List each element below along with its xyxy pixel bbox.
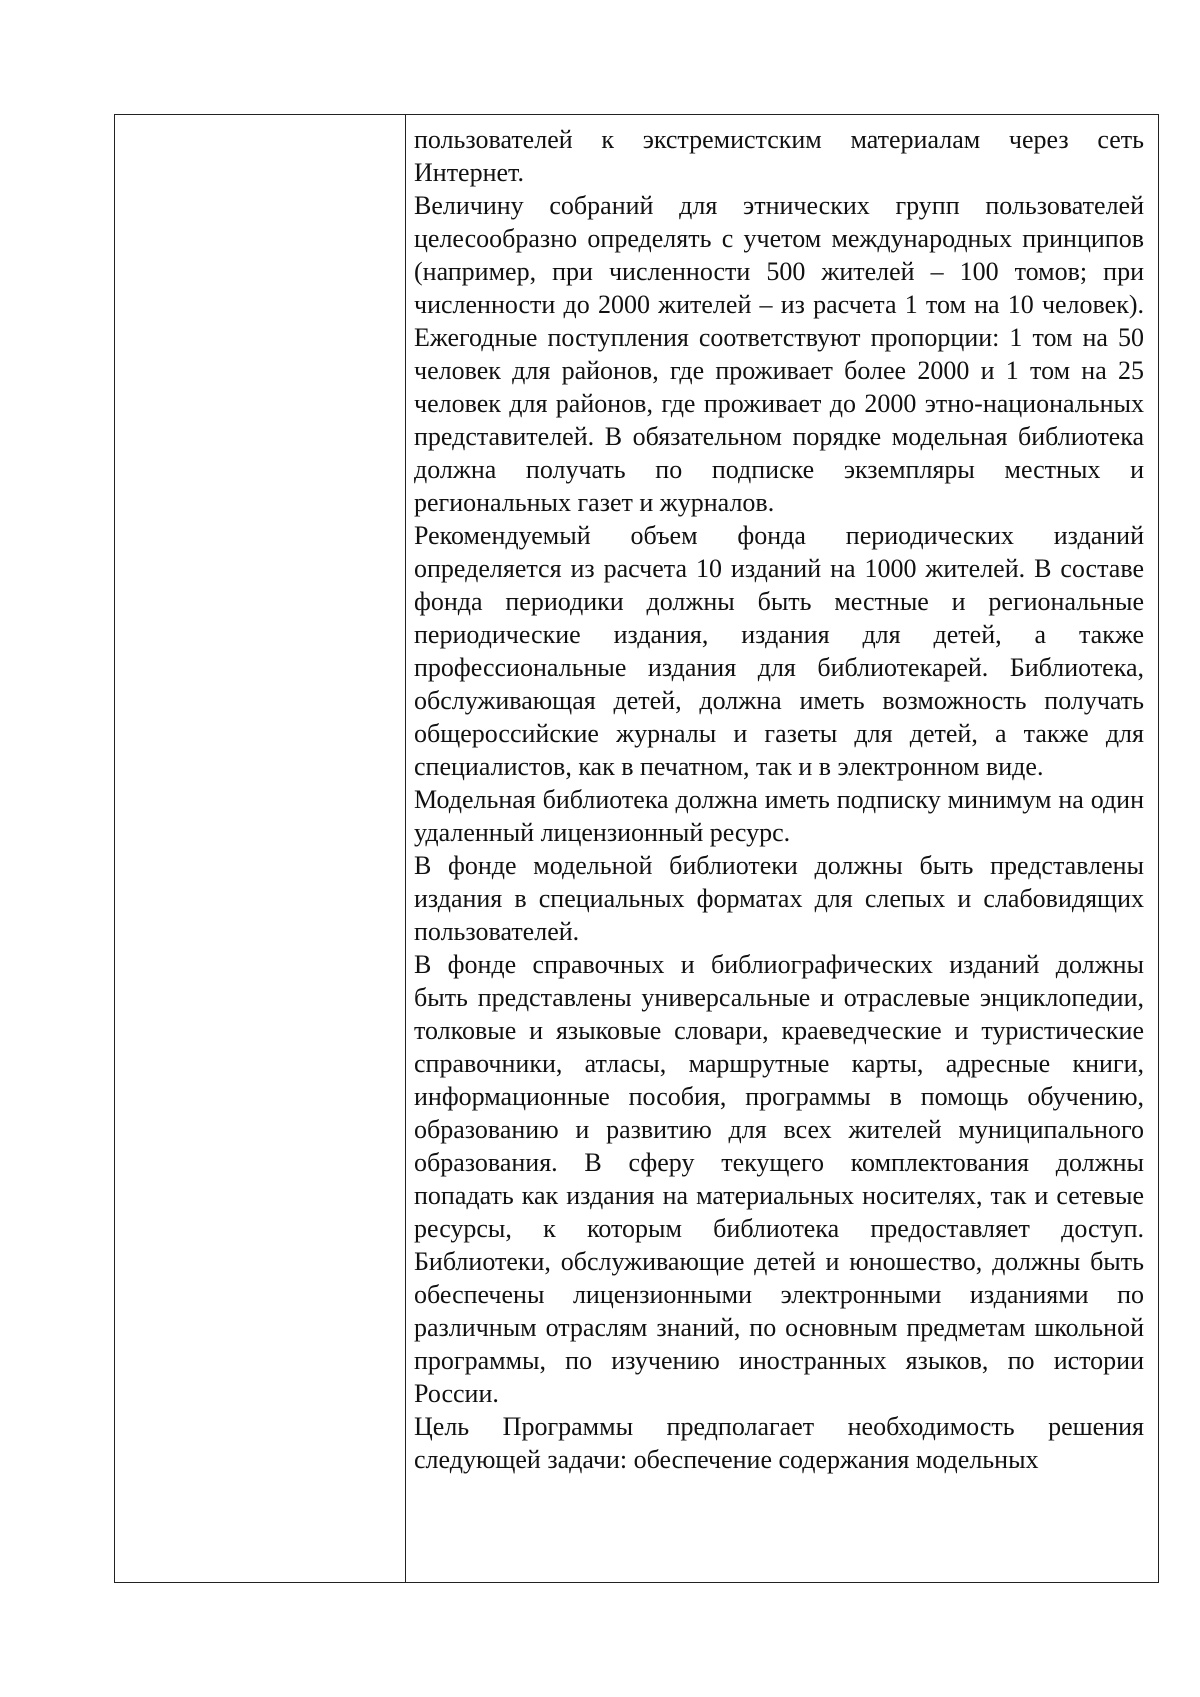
paragraph: Модельная библиотека должна иметь подписку минимум на один удаленный лицензионный ресурс. [414, 785, 1144, 847]
paragraph: В фонде справочных и библиографических изданий должны быть представлены универсальные и отраслевые энциклопедии, толковые и языковые словари, краеведческие и туристические справочники, атласы, маршрутные карты, адресные книги, информационные пособия, программы в помощь обучению, образованию и развитию для всех жителей муниципального образования. В сферу текущего комплектования должны попадать как издания на материальных носителях, так и сетевые ресурсы, к которым библиотека предоставляет доступ. Библиотеки, обслуживающие детей и юношество, должны быть обеспечены лицензионными электронными изданиями по различным отраслям знаний, по основным предметам школьной программы, по изучению иностранных языков, по истории России. [414, 950, 1144, 1408]
cell-body-text [406, 115, 1158, 1476]
paragraph: Величину собраний для этнических групп пользователей целесообразно определять с учетом международных принципов (например, при численности 500 жителей – 100 томов; при численности до 2000 жителей – из расчета 1 том на 10 человек). Ежегодные поступления соответствуют пропорции: 1 том на 50 человек для районов, где проживает более 2000 и 1 том на 25 человек для районов, где проживает до 2000 этно-национальных представителей. В обязательном порядке модельная библиотека должна получать по подписке экземпляры местных и региональных газет и журналов. [414, 191, 1144, 517]
content-table [114, 114, 1159, 1583]
paragraph: В фонде модельной библиотеки должны быть представлены издания в специальных форматах для слепых и слабовидящих пользователей. [414, 851, 1144, 946]
table-cell-left [115, 115, 406, 1583]
paragraph: пользователей к экстремистским материалам через сеть Интернет. [414, 125, 1144, 187]
paragraph: Цель Программы предполагает необходимость решения следующей задачи: обеспечение содержания модельных [414, 1412, 1144, 1474]
paragraph: Рекомендуемый объем фонда периодических изданий определяется из расчета 10 изданий на 1000 жителей. В составе фонда периодики должны быть местные и региональные периодические издания, издания для детей, а также профессиональные издания для библиотекарей. Библиотека, обслуживающая детей, должна иметь возможность получать общероссийские журналы и газеты для детей, а также для специалистов, как в печатном, так и в электронном виде. [414, 521, 1144, 781]
table-row [115, 115, 1159, 1583]
table-cell-right [406, 115, 1159, 1583]
